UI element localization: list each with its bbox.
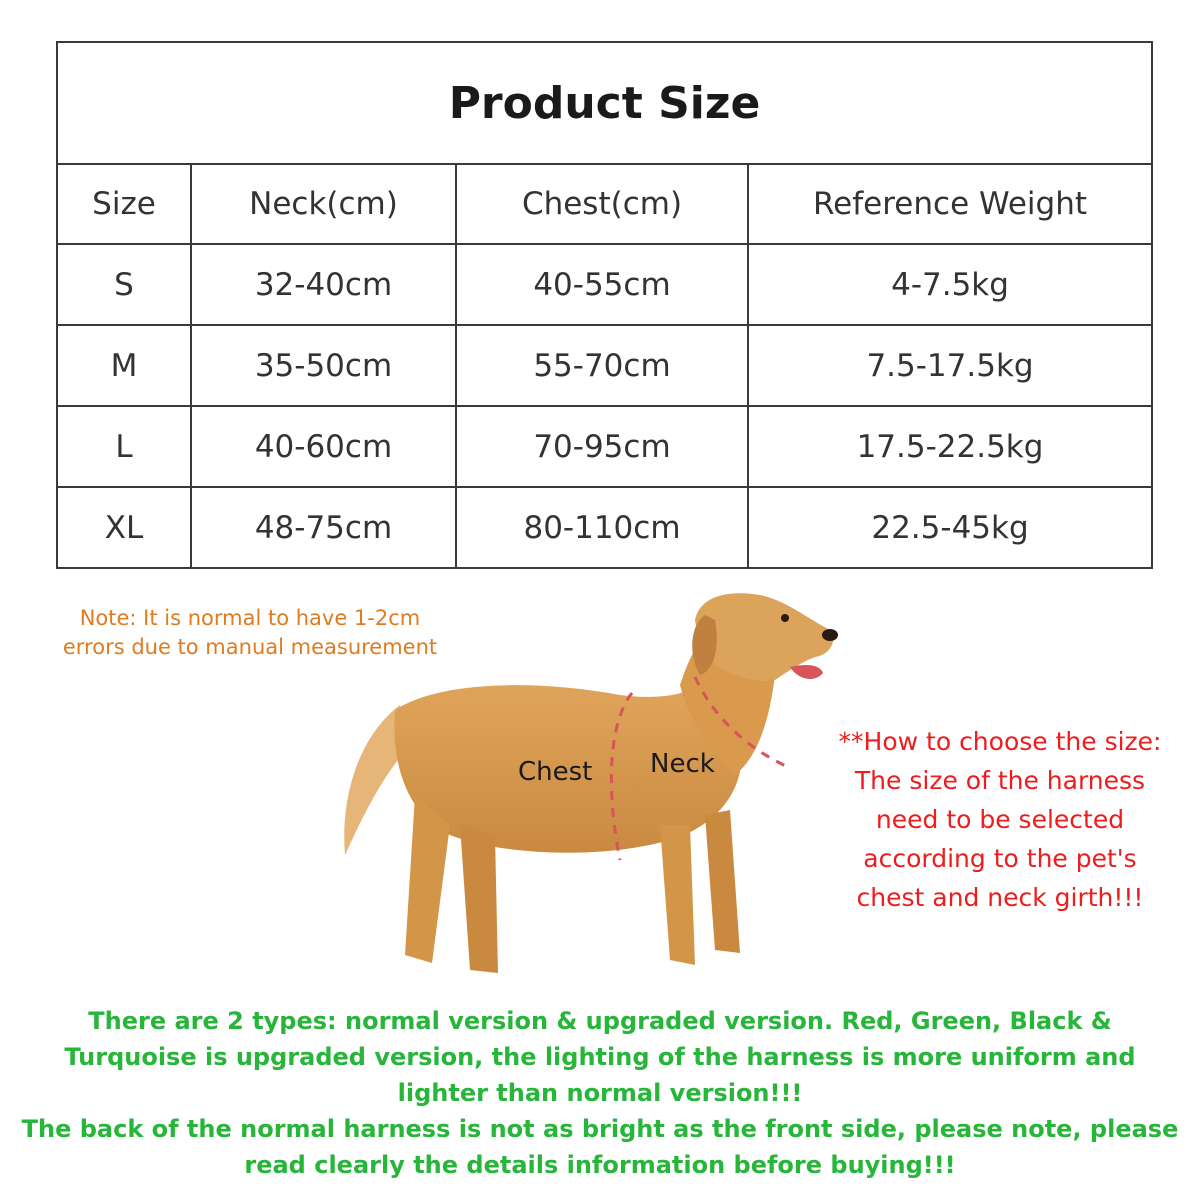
table-row [57,487,1152,568]
header-chest: Chest(cm) [456,164,748,244]
header-weight: Reference Weight [748,164,1152,244]
how-to-line: chest and neck girth!!! [856,883,1144,912]
dog-eye [781,614,789,622]
how-to-choose-size [820,722,1180,917]
neck-label: Neck [650,749,715,779]
cell-size: S [57,244,191,325]
dog-leg-front [660,825,695,965]
cell-chest: 55-70cm [456,325,748,406]
note-line-2: errors due to manual measurement [62,635,438,659]
version-paragraph-1: There are 2 types: normal version & upgraded version. Red, Green, Black & Turquoise is upgraded version, the lighting of the harness is more uniform and lighter than normal version!!! [64,1007,1136,1107]
cell-weight: 7.5-17.5kg [748,325,1152,406]
dog-leg-back [405,795,450,963]
dog-measurement-diagram [320,585,840,995]
cell-weight: 17.5-22.5kg [748,406,1152,487]
cell-neck: 32-40cm [191,244,456,325]
header-neck: Neck(cm) [191,164,456,244]
how-to-line: The size of the harness [854,766,1146,795]
cell-size: XL [57,487,191,568]
cell-weight: 4-7.5kg [748,244,1152,325]
cell-size: M [57,325,191,406]
cell-neck: 40-60cm [191,406,456,487]
chest-label: Chest [518,757,593,787]
dog-tongue [790,665,823,679]
cell-chest: 80-110cm [456,487,748,568]
table-row [57,325,1152,406]
how-to-line: need to be selected [875,805,1125,834]
how-to-line: according to the pet's [863,844,1137,873]
version-paragraph-2: The back of the normal harness is not as bright as the front side, please note, please read clearly the details information before buying!!! [21,1115,1179,1179]
table-row [57,244,1152,325]
table-header-row [57,164,1152,244]
dog-leg-front-2 [705,810,740,953]
dog-nose [822,629,838,641]
dog-leg-back-2 [460,825,498,973]
cell-chest: 40-55cm [456,244,748,325]
note-line-1: Note: It is normal to have 1-2cm [79,606,421,630]
product-size-table [56,41,1153,569]
how-to-line: **How to choose the size: [838,727,1162,756]
header-size: Size [57,164,191,244]
cell-weight: 22.5-45kg [748,487,1152,568]
table-row [57,406,1152,487]
cell-neck: 48-75cm [191,487,456,568]
cell-size: L [57,406,191,487]
cell-chest: 70-95cm [456,406,748,487]
version-info [20,1003,1180,1183]
cell-neck: 35-50cm [191,325,456,406]
table-title: Product Size [57,42,1152,164]
